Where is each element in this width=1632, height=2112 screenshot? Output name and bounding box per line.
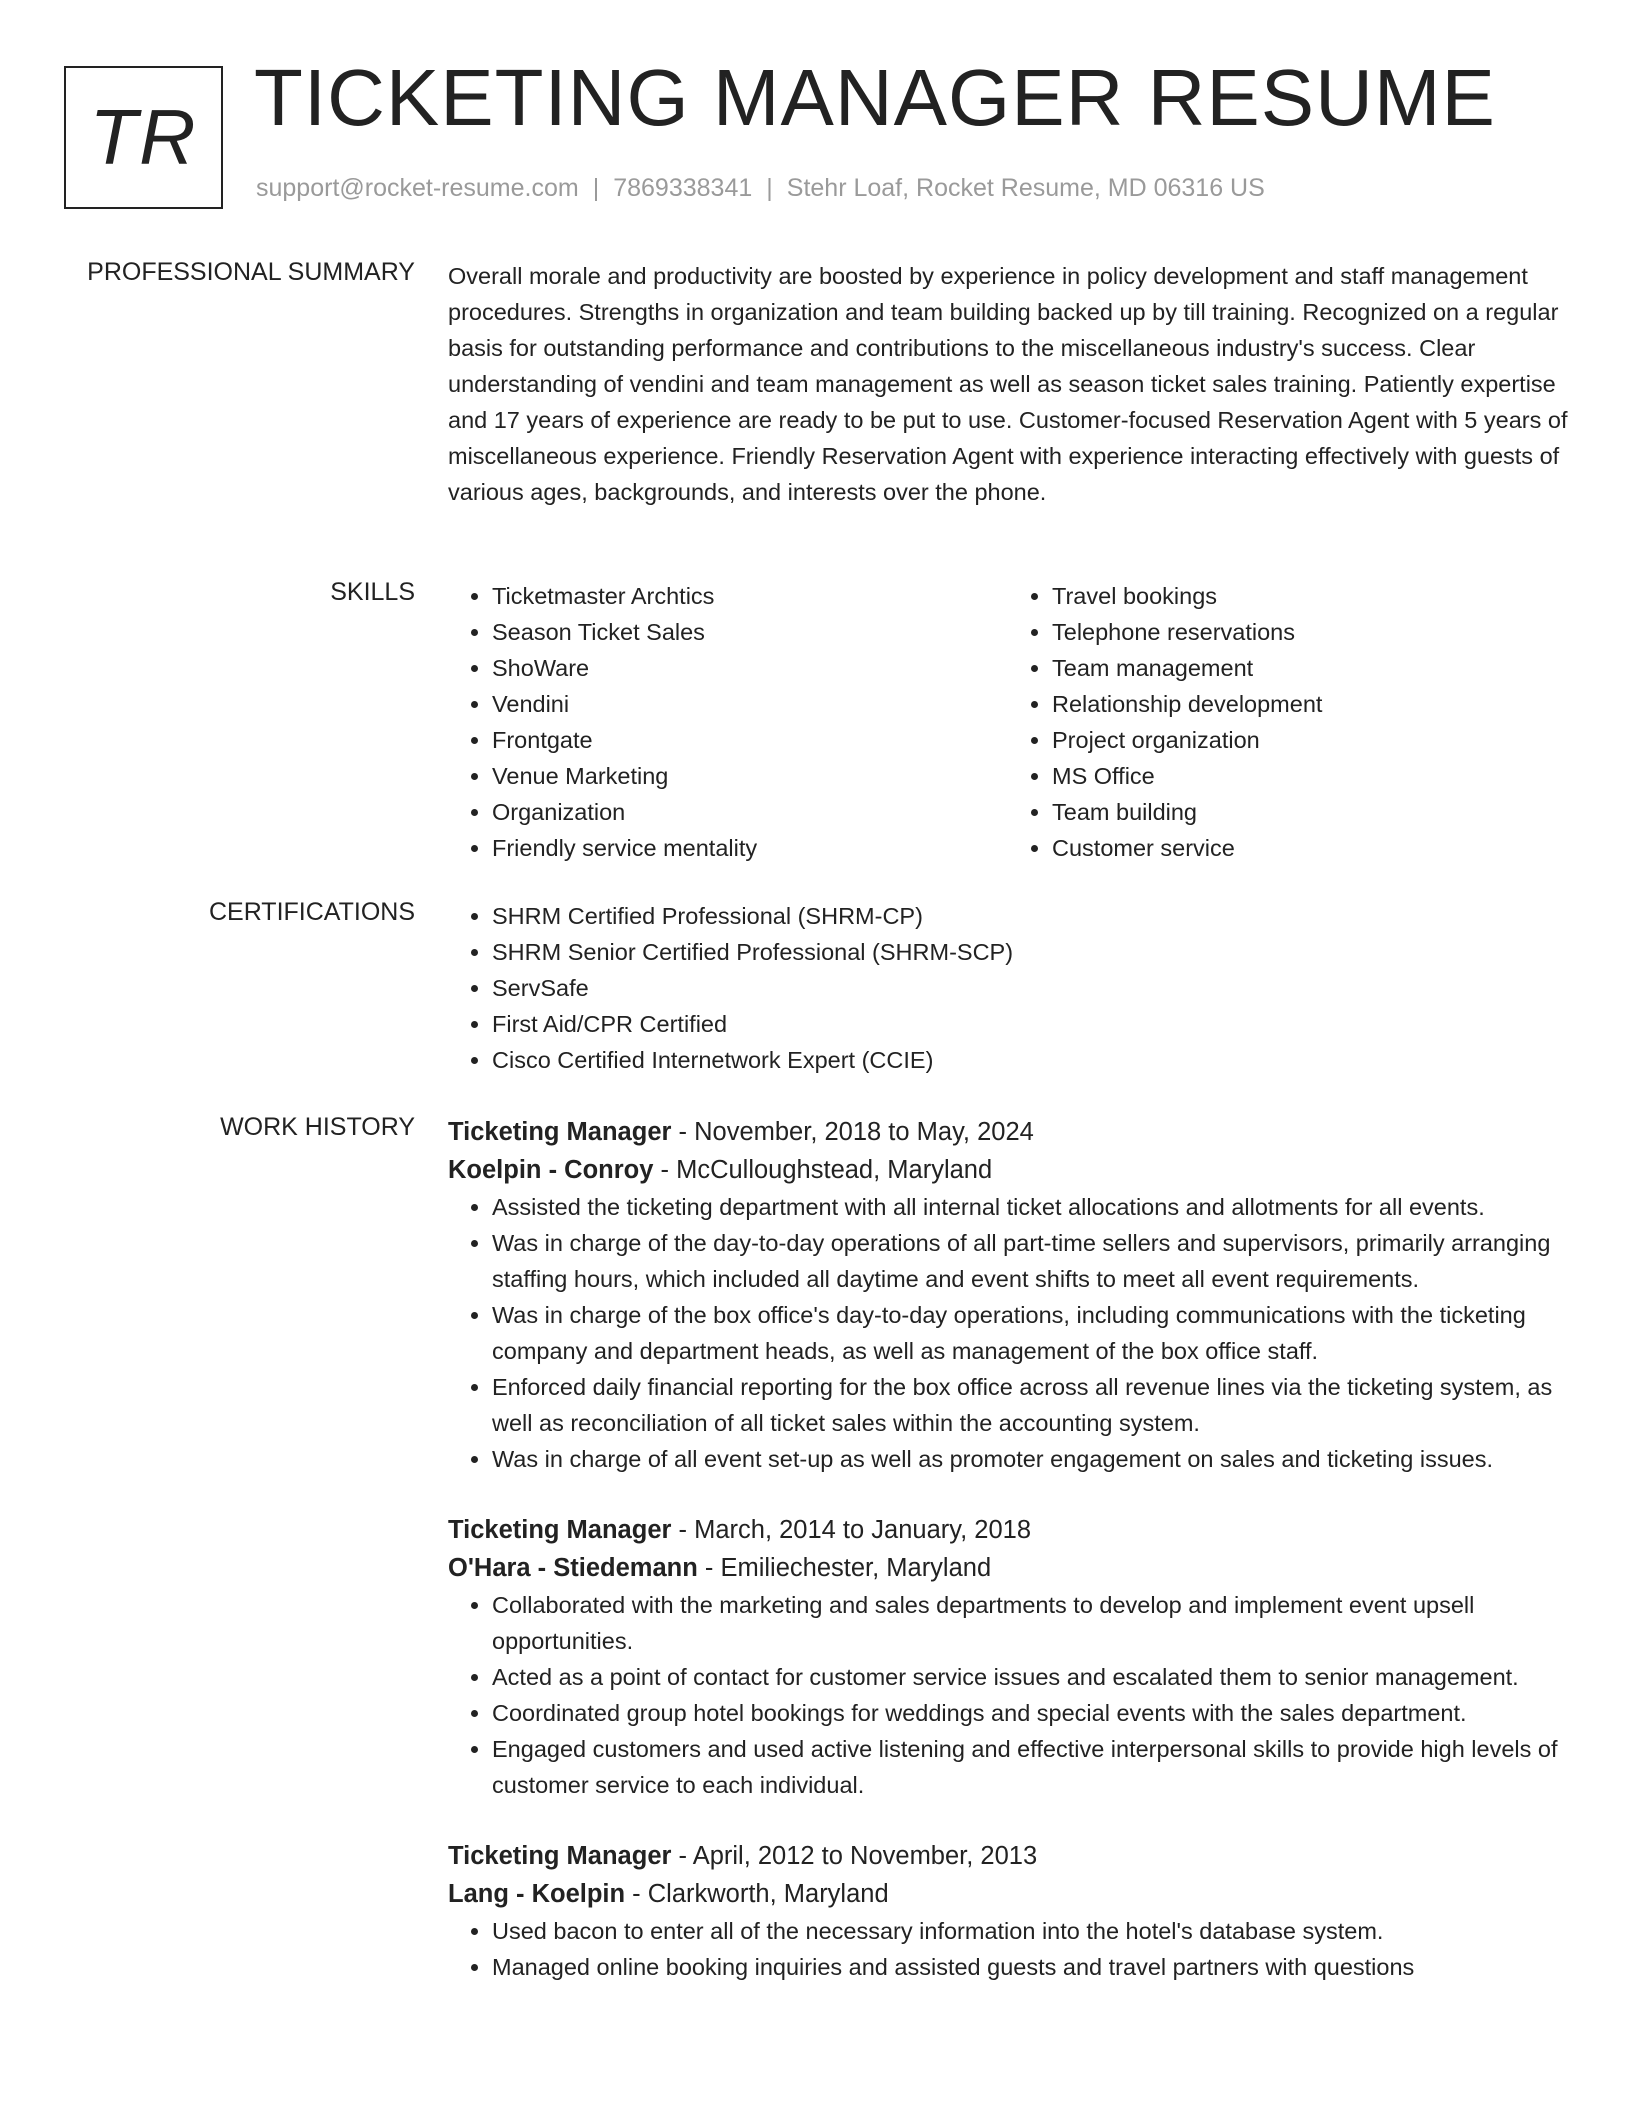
skill-item: • Frontgate — [492, 722, 1008, 758]
skill-item: • Ticketmaster Archtics — [492, 578, 1008, 614]
contact-separator: | — [592, 174, 600, 202]
job-responsibilities — [448, 1913, 1568, 1985]
job-dates: - March, 2014 to January, 2018 — [671, 1516, 1032, 1544]
certification-item: • First Aid/CPR Certified — [492, 1006, 1568, 1042]
summary-text: Overall morale and productivity are boosted by experience in policy development and staff management procedures. Strengths in organization and team building backed up by till training. Recognized on a regular basis for outstanding performance and contributions to the miscellaneous industry's success. Clear understanding of vendini and team management as well as season ticket sales training. Patiently expertise and 17 years of experience are ready to be put to use. Customer-focused Reservation Agent with 5 years of miscellaneous experience. Friendly Reservation Agent with experience interacting effectively with guests of various ages, backgrounds, and interests over the phone. — [448, 263, 1568, 505]
section-label-summary: PROFESSIONAL SUMMARY — [87, 258, 415, 286]
job-responsibilities — [448, 1587, 1568, 1803]
section-label-skills: SKILLS — [330, 578, 415, 606]
contact-email[interactable]: support@rocket-resume.com — [256, 174, 579, 202]
job-responsibilities — [448, 1189, 1568, 1477]
responsibility-item: • Was in charge of all event set-up as well as promoter engagement on sales and ticketing issues. — [492, 1441, 1568, 1477]
skill-item: • Vendini — [492, 686, 1008, 722]
skill-item: • Friendly service mentality — [492, 830, 1008, 866]
skill-item: • Customer service — [1052, 830, 1568, 866]
responsibility-item: • Managed online booking inquiries and assisted guests and travel partners with questions — [492, 1949, 1568, 1985]
certification-item: • SHRM Senior Certified Professional (SHRM-SCP) — [492, 934, 1568, 970]
job-entry — [448, 1511, 1568, 1803]
responsibility-item: • Assisted the ticketing department with all internal ticket allocations and allotments for all events. — [492, 1189, 1568, 1225]
job-title-line — [448, 1511, 1568, 1549]
certification-item: • Cisco Certified Internetwork Expert (CCIE) — [492, 1042, 1568, 1078]
skills-list-left — [448, 578, 1008, 866]
certification-item: • SHRM Certified Professional (SHRM-CP) — [492, 898, 1568, 934]
job-company: O'Hara - Stiedemann — [448, 1554, 698, 1582]
job-location: - Clarkworth, Maryland — [625, 1880, 889, 1908]
skill-item: • ShoWare — [492, 650, 1008, 686]
responsibility-item: • Coordinated group hotel bookings for weddings and special events with the sales department. — [492, 1695, 1568, 1731]
section-label-certifications: CERTIFICATIONS — [208, 898, 415, 926]
certifications-list — [448, 898, 1568, 1078]
skill-item: • Telephone reservations — [1052, 614, 1568, 650]
job-entry — [448, 1837, 1568, 1985]
skill-item: • Travel bookings — [1052, 578, 1568, 614]
job-entry — [448, 1113, 1568, 1477]
skill-item: • Relationship development — [1052, 686, 1568, 722]
job-company-line — [448, 1549, 1568, 1587]
contact-separator: | — [766, 174, 773, 202]
skill-item: • Project organization — [1052, 722, 1568, 758]
job-dates: - April, 2012 to November, 2013 — [671, 1842, 1038, 1870]
responsibility-item: • Was in charge of the box office's day-to-day operations, including communications with the ticketing company and department heads, as well as management of the box office staff. — [492, 1297, 1568, 1369]
skill-item: • Season Ticket Sales — [492, 614, 1008, 650]
job-location: - McCulloughstead, Maryland — [653, 1156, 993, 1184]
job-title: Ticketing Manager — [448, 1516, 672, 1544]
skill-item: • Team building — [1052, 794, 1568, 830]
monogram-logo: TR — [64, 66, 223, 209]
skill-item: • Team management — [1052, 650, 1568, 686]
responsibility-item: • Collaborated with the marketing and sales departments to develop and implement event upsell opportunities. — [492, 1587, 1568, 1659]
job-title-line — [448, 1837, 1568, 1875]
job-dates: - November, 2018 to May, 2024 — [671, 1118, 1034, 1146]
contact-phone[interactable]: 7869338341 — [613, 174, 753, 202]
skills-list-right — [1008, 578, 1568, 866]
job-title: Ticketing Manager — [448, 1842, 672, 1870]
skill-item: • Venue Marketing — [492, 758, 1008, 794]
skill-item: • MS Office — [1052, 758, 1568, 794]
job-title-line — [448, 1113, 1568, 1151]
responsibility-item: • Was in charge of the day-to-day operations of all part-time sellers and supervisors, primarily arranging staffing hours, which included all daytime and event shifts to meet all event requirements. — [492, 1225, 1568, 1297]
resume-title: TICKETING MANAGER RESUME — [254, 53, 1496, 142]
contact-line — [256, 174, 1265, 203]
job-company-line — [448, 1875, 1568, 1913]
responsibility-item: • Enforced daily financial reporting for the box office across all revenue lines via the ticketing system, as well as reconciliation of all ticket sales within the accounting system. — [492, 1369, 1568, 1441]
skill-item: • Organization — [492, 794, 1008, 830]
section-label-work-history: WORK HISTORY — [220, 1113, 415, 1141]
responsibility-item: • Acted as a point of contact for customer service issues and escalated them to senior management. — [492, 1659, 1568, 1695]
skills-body — [448, 578, 1568, 866]
job-company: Lang - Koelpin — [448, 1880, 626, 1908]
job-company: Koelpin - Conroy — [448, 1156, 654, 1184]
work-history-body — [448, 1113, 1568, 2019]
certifications-body — [448, 898, 1568, 1078]
job-company-line — [448, 1151, 1568, 1189]
certification-item: • ServSafe — [492, 970, 1568, 1006]
job-title: Ticketing Manager — [448, 1118, 672, 1146]
job-location: - Emiliechester, Maryland — [697, 1554, 992, 1582]
responsibility-item: • Engaged customers and used active listening and effective interpersonal skills to provide high levels of customer service to each individual. — [492, 1731, 1568, 1803]
responsibility-item: • Used bacon to enter all of the necessary information into the hotel's database system. — [492, 1913, 1568, 1949]
summary-body — [448, 258, 1568, 510]
contact-address: Stehr Loaf, Rocket Resume, MD 06316 US — [786, 174, 1265, 202]
